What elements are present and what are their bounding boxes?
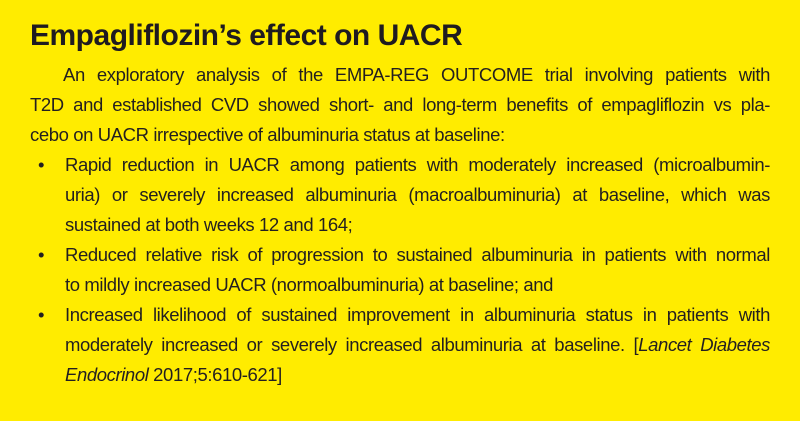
bullet-marker: •	[38, 154, 45, 175]
bullet-2-line-1: Reduced relative risk of progression to sustained albuminuria in patients with normal	[65, 244, 770, 265]
bullet-3-text	[65, 300, 770, 390]
bullet-list	[30, 150, 770, 390]
intro-line-3: cebo on UACR irrespective of albuminuria status at baseline:	[30, 124, 505, 145]
bullet-1-text	[65, 150, 770, 240]
bullet-marker: •	[38, 304, 45, 325]
bullet-3-line-3	[65, 360, 770, 390]
citation-journal-name-part2: Endocrinol	[65, 364, 149, 385]
bullet-item-2	[30, 240, 770, 300]
card-title: Empagliflozin’s effect on UACR	[30, 19, 463, 52]
bullet-2-line-2: to mildly increased UACR (normoalbuminuria) at baseline; and	[65, 274, 554, 295]
citation-journal-name-part1: Lancet Diabetes	[638, 334, 771, 355]
bullet-1-line-3: sustained at both weeks 12 and 164;	[65, 214, 353, 235]
bullet-1-line-2: uria) or severely increased albuminuria (macroalbuminuria) at baseline, which was	[65, 184, 770, 205]
intro-line-1: An exploratory analysis of the EMPA-REG OUTCOME trial involving patients with	[63, 64, 770, 85]
bullet-3-line-1: Increased likelihood of sustained improvement in albuminuria status in patients with	[65, 304, 770, 325]
citation-volume-pages: 2017;5:610-621]	[148, 364, 282, 385]
citation-lead-text: moderately increased or severely increased albuminuria at baseline. [	[65, 334, 639, 355]
bullet-marker: •	[38, 244, 45, 265]
bullet-item-3	[30, 300, 770, 390]
intro-paragraph	[30, 60, 770, 150]
bullet-1-line-1: Rapid reduction in UACR among patients with moderately increased (microalbumin-	[65, 154, 770, 175]
intro-line-2: T2D and established CVD showed short- and long-term benefits of empagliflozin vs pla-	[30, 94, 770, 115]
bullet-3-line-2	[65, 330, 770, 360]
bullet-item-1	[30, 150, 770, 240]
bullet-2-text	[65, 240, 770, 300]
